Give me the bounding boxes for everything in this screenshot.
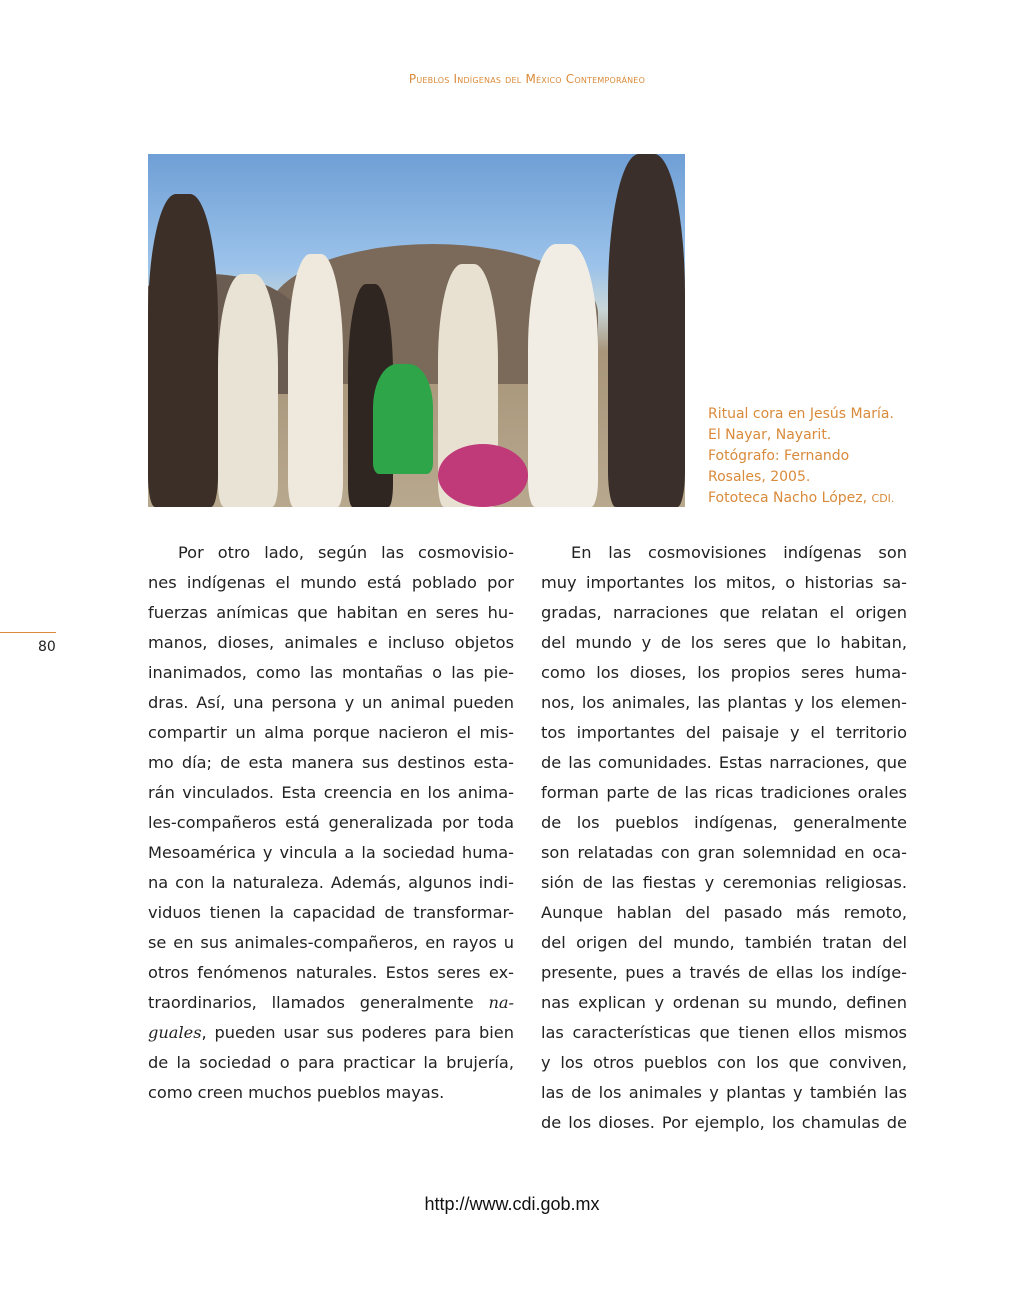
body-line: y los otros pueblos con los que conviven,	[541, 1053, 907, 1072]
caption-line: Rosales, 2005.	[708, 469, 811, 485]
body-line: nes indígenas el mundo está poblado por	[148, 573, 514, 592]
body-line: tos importantes del paisaje y el territorio	[541, 723, 907, 742]
body-line: de los pueblos indígenas, generalmente	[541, 813, 907, 832]
body-line: dras. Así, una persona y un animal pueden	[148, 693, 514, 712]
body-line: muy importantes los mitos, o historias sa-	[541, 573, 907, 592]
body-line	[148, 988, 514, 1018]
right-column	[541, 538, 907, 1138]
left-column	[148, 538, 514, 1108]
body-line: Mesoamérica y vincula a la sociedad huma-	[148, 843, 514, 862]
body-line: las características que tienen ellos mismos	[541, 1023, 907, 1042]
body-line: se en sus animales-compañeros, en rayos u	[148, 933, 514, 952]
body-line: na con la naturaleza. Además, algunos indi-	[148, 873, 514, 892]
body-line: de los dioses. Por ejemplo, los chamulas de	[541, 1113, 907, 1132]
body-line: otros fenómenos naturales. Estos seres ex-	[148, 963, 514, 982]
caption-line: El Nayar, Nayarit.	[708, 427, 832, 443]
page-number-rule	[0, 632, 56, 633]
body-line: viduos tienen la capacidad de transformar-	[148, 903, 514, 922]
photo-figure	[373, 364, 433, 474]
photo-flowers	[438, 444, 528, 507]
body-line: forman parte de las ricas tradiciones orales	[541, 783, 907, 802]
photo-figure	[608, 154, 685, 507]
body-line: Por otro lado, según las cosmovisio-	[178, 543, 514, 562]
body-line: rán vinculados. Esta creencia en los anima-	[148, 783, 514, 802]
body-text: , pueden usar sus poderes para bien	[201, 1023, 514, 1042]
body-line: presente, pues a través de ellas los indíge-	[541, 963, 907, 982]
italic-term: guales	[148, 1023, 202, 1042]
body-line: compartir un alma porque nacieron el mis-	[148, 723, 514, 742]
caption-credit	[708, 488, 928, 509]
body-line: En las cosmovisiones indígenas son	[571, 543, 907, 562]
body-line: gradas, narraciones que relatan el origen	[541, 603, 907, 622]
body-line: de las comunidades. Estas narraciones, que	[541, 753, 907, 772]
italic-term: na-	[488, 993, 514, 1012]
body-line: como creen muchos pueblos mayas.	[148, 1083, 445, 1102]
photo-caption	[708, 404, 928, 509]
body-line: fuerzas anímicas que habitan en seres hu-	[148, 603, 514, 622]
body-line: de la sociedad o para practicar la brujería,	[148, 1053, 514, 1072]
body-line: mo día; de esta manera sus destinos esta-	[148, 753, 514, 772]
ritual-photo	[148, 154, 685, 507]
caption-credit-org: CDI.	[871, 492, 895, 505]
body-line: sión de las fiestas y ceremonias religiosas.	[541, 873, 907, 892]
caption-line: Ritual cora en Jesús María.	[708, 406, 894, 422]
page-number: 80	[38, 639, 56, 655]
caption-line: Fotógrafo: Fernando	[708, 448, 850, 464]
photo-figure	[528, 244, 598, 507]
body-text: traordinarios, llamados generalmente	[148, 993, 489, 1012]
photo-figure	[218, 274, 278, 507]
photo-figure	[288, 254, 343, 507]
body-line: las de los animales y plantas y también las	[541, 1083, 907, 1102]
photo-figure	[148, 194, 218, 507]
body-line: Aunque hablan del pasado más remoto,	[541, 903, 907, 922]
body-line: inanimados, como las montañas o las pie-	[148, 663, 514, 682]
running-header: Pueblos Indígenas del México Contemporáneo	[408, 72, 646, 86]
body-line: del mundo y de los seres que lo habitan,	[541, 633, 907, 652]
body-line: del origen del mundo, también tratan del	[541, 933, 907, 952]
body-line: manos, dioses, animales e incluso objetos	[148, 633, 514, 652]
body-line: nas explican y ordenan su mundo, definen	[541, 993, 907, 1012]
body-line: como los dioses, los propios seres huma-	[541, 663, 907, 682]
body-line: nos, los animales, las plantas y los elemen-	[541, 693, 907, 712]
footer-url[interactable]: http://www.cdi.gob.mx	[424, 1194, 600, 1214]
body-line	[148, 1018, 514, 1048]
caption-credit-text: Fototeca Nacho López,	[708, 490, 868, 506]
body-line: son relatadas con gran solemnidad en oca-	[541, 843, 907, 862]
body-line: les-compañeros está generalizada por toda	[148, 813, 514, 832]
